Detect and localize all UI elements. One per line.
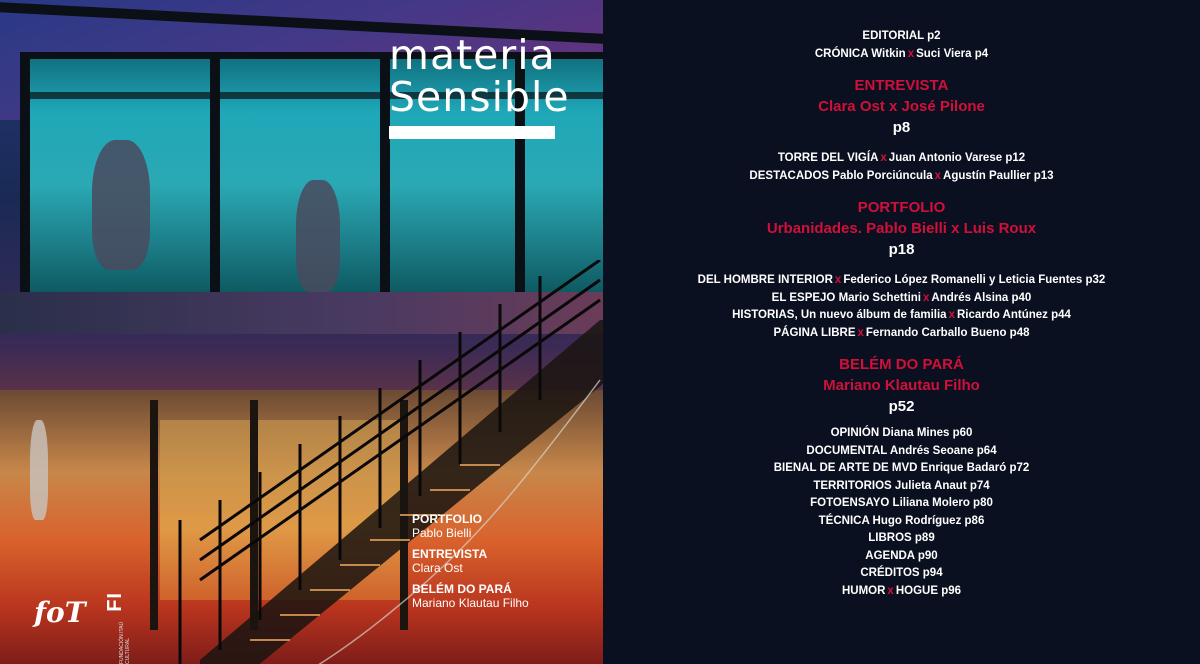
toc-entry bbox=[603, 425, 1200, 443]
separator-x: x bbox=[934, 169, 942, 182]
magazine-logo bbox=[389, 31, 570, 139]
toc-entry bbox=[603, 325, 1200, 343]
toc-entry-text: Federico López Romanelli y Leticia Fuentes p32 bbox=[843, 274, 1106, 286]
fot-logo: foT bbox=[34, 596, 86, 629]
toc-entry-text: Suci Viera p4 bbox=[916, 47, 989, 60]
separator-x: x bbox=[923, 291, 930, 304]
cover-teaser bbox=[412, 547, 529, 575]
toc-entry-text: Agustín Paullier p13 bbox=[943, 169, 1054, 182]
fi-logo-caption: FUNDACIÓN ITAÚ CULTURAL bbox=[119, 621, 131, 664]
teaser-kicker: PORTFOLIO bbox=[412, 512, 482, 526]
toc-entry bbox=[603, 150, 1200, 168]
table-of-contents bbox=[603, 0, 1200, 664]
toc-entry-text: HISTORIAS, Un nuevo álbum de familia bbox=[732, 309, 947, 321]
toc-entry bbox=[603, 548, 1200, 566]
toc-entry-text: EDITORIAL p2 bbox=[862, 30, 941, 42]
toc-entry bbox=[603, 290, 1200, 308]
toc-entry bbox=[603, 460, 1200, 478]
toc-entry bbox=[603, 478, 1200, 496]
toc-entry-text: Andrés Alsina p40 bbox=[931, 291, 1032, 304]
cover-window-mullion bbox=[210, 52, 220, 292]
cover-figure-small bbox=[30, 420, 48, 520]
cover-teasers bbox=[412, 512, 529, 617]
teaser-name: Clara Ost bbox=[412, 561, 463, 575]
toc-entry bbox=[603, 530, 1200, 548]
toc-entry-text: PÁGINA LIBRE bbox=[773, 326, 856, 339]
cover-teaser bbox=[412, 512, 529, 540]
toc-entry-text: DEL HOMBRE INTERIOR bbox=[697, 274, 833, 286]
teaser-name: Mariano Klautau Filho bbox=[412, 596, 529, 610]
separator-x: x bbox=[948, 309, 955, 321]
toc-entry-text: EL ESPEJO Mario Schettini bbox=[771, 291, 921, 304]
feature-subheading: Urbanidades. Pablo Bielli x Luis Roux bbox=[766, 220, 1037, 237]
logo-word-materia: materia bbox=[389, 31, 556, 79]
cover-figure-left bbox=[92, 140, 150, 270]
toc-entry-text: DOCUMENTAL Andrés Seoane p64 bbox=[806, 444, 997, 457]
toc-entry-text: LIBROS p89 bbox=[868, 532, 935, 544]
feature-page: p52 bbox=[888, 398, 915, 415]
separator-x: x bbox=[880, 152, 887, 164]
cover-teaser bbox=[412, 582, 529, 610]
toc-entry-text: AGENDA p90 bbox=[865, 549, 938, 562]
feature-heading: PORTFOLIO bbox=[857, 199, 946, 216]
toc-entry bbox=[603, 307, 1200, 325]
logo-underline-bar bbox=[389, 126, 555, 139]
toc-entry bbox=[603, 46, 1200, 64]
teaser-kicker: BELÉM DO PARÁ bbox=[412, 582, 512, 596]
toc-entry bbox=[603, 272, 1200, 290]
feature-heading: BELÉM DO PARÁ bbox=[839, 356, 964, 373]
toc-entry bbox=[603, 583, 1200, 601]
separator-x: x bbox=[907, 47, 915, 60]
feature-page: p18 bbox=[888, 241, 915, 258]
separator-x: x bbox=[834, 274, 842, 286]
feature-heading: ENTREVISTA bbox=[854, 77, 949, 94]
separator-x: x bbox=[857, 326, 864, 339]
cover-post bbox=[150, 400, 158, 630]
feature-page: p8 bbox=[892, 119, 911, 136]
feature-subheading: Mariano Klautau Filho bbox=[823, 377, 980, 394]
toc-entry-text: Juan Antonio Varese p12 bbox=[888, 152, 1026, 164]
toc-entry bbox=[603, 443, 1200, 461]
toc-entry-text: Ricardo Antúnez p44 bbox=[956, 309, 1071, 321]
toc-entry-text: FOTOENSAYO Liliana Molero p80 bbox=[810, 497, 993, 509]
toc-entry-text: CRÉDITOS p94 bbox=[860, 567, 943, 579]
toc-entry-text: DESTACADOS Pablo Porciúncula bbox=[749, 169, 933, 182]
separator-x: x bbox=[887, 584, 894, 597]
toc-entry-text: OPINIÓN Diana Mines p60 bbox=[830, 427, 973, 439]
toc-entry bbox=[603, 168, 1200, 186]
toc-entry bbox=[603, 28, 1200, 46]
feature-subheading: Clara Ost x José Pilone bbox=[818, 98, 985, 115]
toc-entry-text: TORRE DEL VIGÍA bbox=[777, 152, 879, 164]
teaser-kicker: ENTREVISTA bbox=[412, 547, 488, 561]
cover-window-mullion bbox=[20, 52, 30, 292]
toc-entry-text: CRÓNICA Witkin bbox=[814, 47, 906, 60]
toc-entry-text: HUMOR bbox=[841, 584, 886, 597]
toc-entry-text: TÉCNICA Hugo Rodríguez p86 bbox=[818, 514, 985, 527]
toc-entry bbox=[603, 495, 1200, 513]
toc-entry bbox=[603, 513, 1200, 531]
fi-logo: FI bbox=[104, 592, 126, 612]
toc-entry-text: Fernando Carballo Bueno p48 bbox=[865, 326, 1030, 339]
toc-column bbox=[603, 28, 1200, 600]
teaser-name: Pablo Bielli bbox=[412, 526, 472, 540]
toc-entry-text: HOGUE p96 bbox=[895, 584, 962, 597]
cover-staircase bbox=[160, 260, 603, 664]
toc-entry bbox=[603, 565, 1200, 583]
toc-entry-text: TERRITORIOS Julieta Anaut p74 bbox=[813, 479, 990, 492]
toc-entry-text: BIENAL DE ARTE DE MVD Enrique Badaró p72 bbox=[773, 462, 1030, 474]
logo-word-sensible: Sensible bbox=[389, 73, 570, 121]
